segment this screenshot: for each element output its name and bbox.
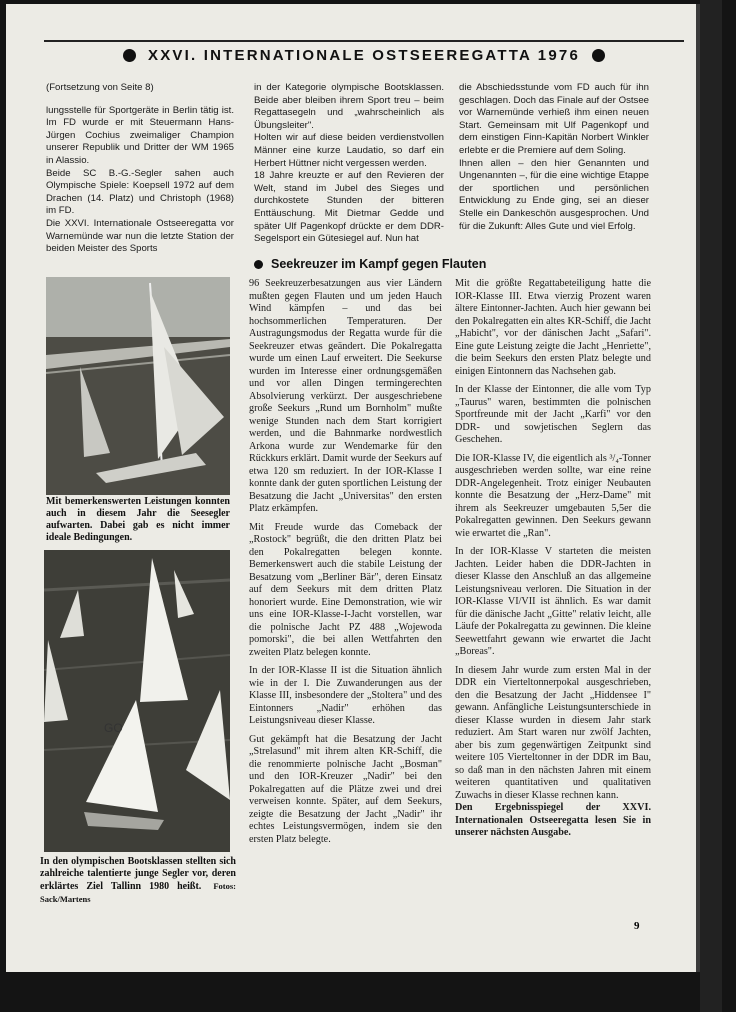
- section-heading: [254, 257, 486, 271]
- photo-caption: Mit bemerkenswerten Leistungen konnten auch in diesem Jahr die Seesegler aufwarten. Dabei gab es nicht immer ideale Bedingungen.: [46, 496, 230, 543]
- paragraph: Mit die größte Regattabeteiligung hatte die IOR-Klasse III. Etwa vierzig Prozent waren ältere Eintonner-Jachten. Auch hier gewann bei den Pokalregatten ein altes KR-Schiff, die Jacht „Habicht", vor der dänischen Jacht „Safari". Eine gute Leistung zeigte die Jacht „Henriette", die beim Seekurs den ersten Platz belegte und einigen Eintonnern das Nachsehen gab.: [455, 278, 651, 377]
- photo-caption: [40, 856, 236, 906]
- column-5: [455, 278, 651, 840]
- column-4: [249, 278, 442, 852]
- section-title: Seekreuzer im Kampf gegen Flauten: [271, 257, 487, 271]
- paragraph: 18 Jahre kreuzte er auf den Revieren der Welt, stand im Jubel des Sieges und durchkostete Stunden der bitteren Enttäuschung. Mit Dietmar Gedde und später Ulf Pagenkopf drückte er dem DDR-Segelsport ein Gütesiegel auf. Nun hat: [254, 170, 444, 245]
- paragraph: in der Kategorie olympische Bootsklassen. Beide aber bleiben ihrem Sport treu – beim Regattasegeln und „wahrscheinlich als Übungsleiter".: [254, 82, 444, 131]
- photo-yacht: [46, 277, 230, 495]
- paragraph: Die XXVI. Internationale Ostseeregatta vor Warnemünde war nun die letzte Station der beiden Meister des Sports: [46, 217, 234, 255]
- paragraph: Mit Freude wurde das Comeback der „Rostock" begrüßt, die den dritten Platz bei den Pokalregatten belegen konnte. Bemerkenswert auch die stabile Leistung der Besatzung vom „Berliner Bär", deren Einsatz auf dem Seekurs mit dem dritten Platz honoriert wurde. Eine Demonstration, wie wir uns eine IOR-Klasse-I-Jacht vorstellen, war die polnische Jacht PZ 488 „Wojewoda pomorski", die bei allen Wettfahrten den zweiten Platz belegen konnte.: [249, 521, 442, 658]
- paragraph: die Abschiedsstunde vom FD auch für ihn geschlagen. Doch das Finale auf der Ostsee vor Warnemünde verhieß ihm einen neuen Start. Gemeinsam mit Ulf Pagenkopf und dem einstigen Finn-Kapitän Norbert Winkler erlebte er die Premiere auf dem Soling.: [459, 82, 649, 156]
- paragraph: 96 Seekreuzerbesatzungen aus vier Ländern mußten gegen Flauten und um jeden Hauch Wind kämpfen – und das bei hochsommerlichen Temperaturen. Der Austragungsmodus der Regatta wurde für die Seekreuzer etwas geändert. Die Pokalregatta wurde um einen Lauf erweitert. Die Seekurse wurden im Interesse einer ordnungsgemäßen und vor allen Dingen termingerechten Absolvierung verkürzt. Der ausgeschriebene große Seekurs „Rund um Bornholm" mußte wenige Stunden nach dem Start korrigiert werden, und die Bahnmarke nordwestlich Arkona wurde zur Wendemarke für den Rückkurs erklärt. Damit wurde der Seekurs auf etwa 120 sm reduziert. In der IOR-Klasse I konnte dank der guten sportlichen Leistung der Besatzung die Jacht „Universitas" den ersten Platz erkämpfen.: [249, 278, 442, 514]
- yacht-illustration: [46, 277, 230, 495]
- paragraph: In der IOR-Klasse V starteten die meisten Jachten. Leider haben die DDR-Jachten in dieser Klasse den Anschluß an das allgemeine Leistungsniveau verloren. Die Situation in der IOR-Klasse VI/VII ist ähnlich. Es war damit für die dänische Jacht „Gitte" relativ leicht, alle Läufe der Pokalregatta zu gewinnen. Die kleine Seewettfahrt gewann wie erwartet die Jacht „Boreas".: [455, 546, 651, 657]
- header-bullet-right: [592, 49, 605, 62]
- sail-number: GO: [104, 721, 123, 735]
- paragraph: Gut gekämpft hat die Besatzung der Jacht „Strelasund" mit ihrem alten KR-Schiff, die die renommierte polnische Jacht „Bosman" und den IOR-Kreuzer „Nadir" bei den Pokalregatten auf die Plätze zwei und drei verweisen konnte. Später, auf dem Seekurs, zeigte die Besatzung der Jacht „Nadir" ihr echtes Leistungsvermögen, indem sie den ersten Platz belegte.: [249, 733, 442, 845]
- page-header: [44, 44, 684, 66]
- paragraph: Die IOR-Klasse IV, die eigentlich als ³/₄-Tonner ausgeschrieben werden sollte, war eine reine DDR-Angelegenheit. Trotz einiger Neubauten konnte die Besatzung der „Herz-Dame" mit ihrem als Seekreuzer umgebauten 5,5er die Pokalregatten gewinnen. Den Seekurs gewann wie erwartet die „Ran".: [455, 452, 651, 539]
- paragraph: In der Klasse der Eintonner, die alle vom Typ „Taurus" waren, bestimmten die polnischen Sportfreunde mit der Jacht „Karfi" vor den DDR- und sowjetischen Seglern das Geschehen.: [455, 384, 651, 445]
- header-rule: [44, 40, 684, 42]
- regatta-illustration: [44, 550, 230, 852]
- closing-note: Den Ergebnisspiegel der XXVI. Internationalen Ostseeregatta lesen Sie in unserer nächsten Ausgabe.: [455, 802, 651, 838]
- column-2: [254, 82, 444, 246]
- column-1: [46, 82, 234, 256]
- caption-text: In den olympischen Bootsklassen stellten sich zahlreiche talentierte junge Segler vor, deren erklärtes Ziel Tallinn 1980 heißt.: [40, 856, 236, 892]
- continued-note: (Fortsetzung von Seite 8): [46, 82, 154, 93]
- paragraph: In der IOR-Klasse II ist die Situation ähnlich wie in der I. Die Zuwanderungen aus der Klasse III, insbesondere der „Stoltera" und des Eintonners „Nadir" erhöhen das Leistungsniveau dieser Klasse.: [249, 665, 442, 726]
- paragraph: In diesem Jahr wurde zum ersten Mal in der DDR ein Vierteltonnerpokal ausgeschrieben, den die Besatzung der Jacht „Hiddensee I" gewann. Anfängliche Leistungsunterschiede in dieser Klasse wurden in diesem Jahr stark reduziert. Am Start waren nur zwölf Jachten, aber bis zum gegenwärtigen Zeitpunkt sind weitere 105 Vierteltonner in der DDR im Bau, so daß man in den nächsten Jahren mit einem weiteren quantitativen und qualitativen Zuwachs in dieser Klasse rechnen kann.: [455, 664, 651, 801]
- photo-regatta: [44, 550, 230, 852]
- header-title: XXVI. INTERNATIONALE OSTSEEREGATTA 1976: [148, 46, 580, 64]
- paragraph: lungsstelle für Sportgeräte in Berlin tätig ist. Im FD wurde er mit Steuermann Hans-Jürgen Cochius zweimaliger Champion unserer Republik und Dritter der WM 1965 in Alassio.: [46, 104, 234, 166]
- photo-credit: Fotos: Sack/Martens: [40, 881, 236, 904]
- scan-edge: [700, 0, 722, 1012]
- paragraph: Beide SC B.-G.-Segler sahen auch Olympische Spiele: Koepsell 1972 auf dem Drachen (14. Platz) und Christoph (1968) im FD.: [46, 167, 234, 217]
- page-number: 9: [634, 920, 640, 932]
- section-bullet: [254, 260, 263, 269]
- paragraph: Ihnen allen – den hier Genannten und Ungenannten –, für die eine wichtige Etappe der sportlichen und persönlichen Entwicklung zu Ende ging, sei an dieser Stelle ein Dankeschön ausgesprochen. Und für die Zukunft: Alles Gute und viel Erfolg.: [459, 157, 649, 232]
- column-3: [459, 82, 649, 233]
- header-bullet-left: [123, 49, 136, 62]
- paragraph: Holten wir auf diese beiden verdienstvollen Männer eine kurze Laudatio, so darf ein Herbert Hüttner nicht vergessen werden.: [254, 132, 444, 169]
